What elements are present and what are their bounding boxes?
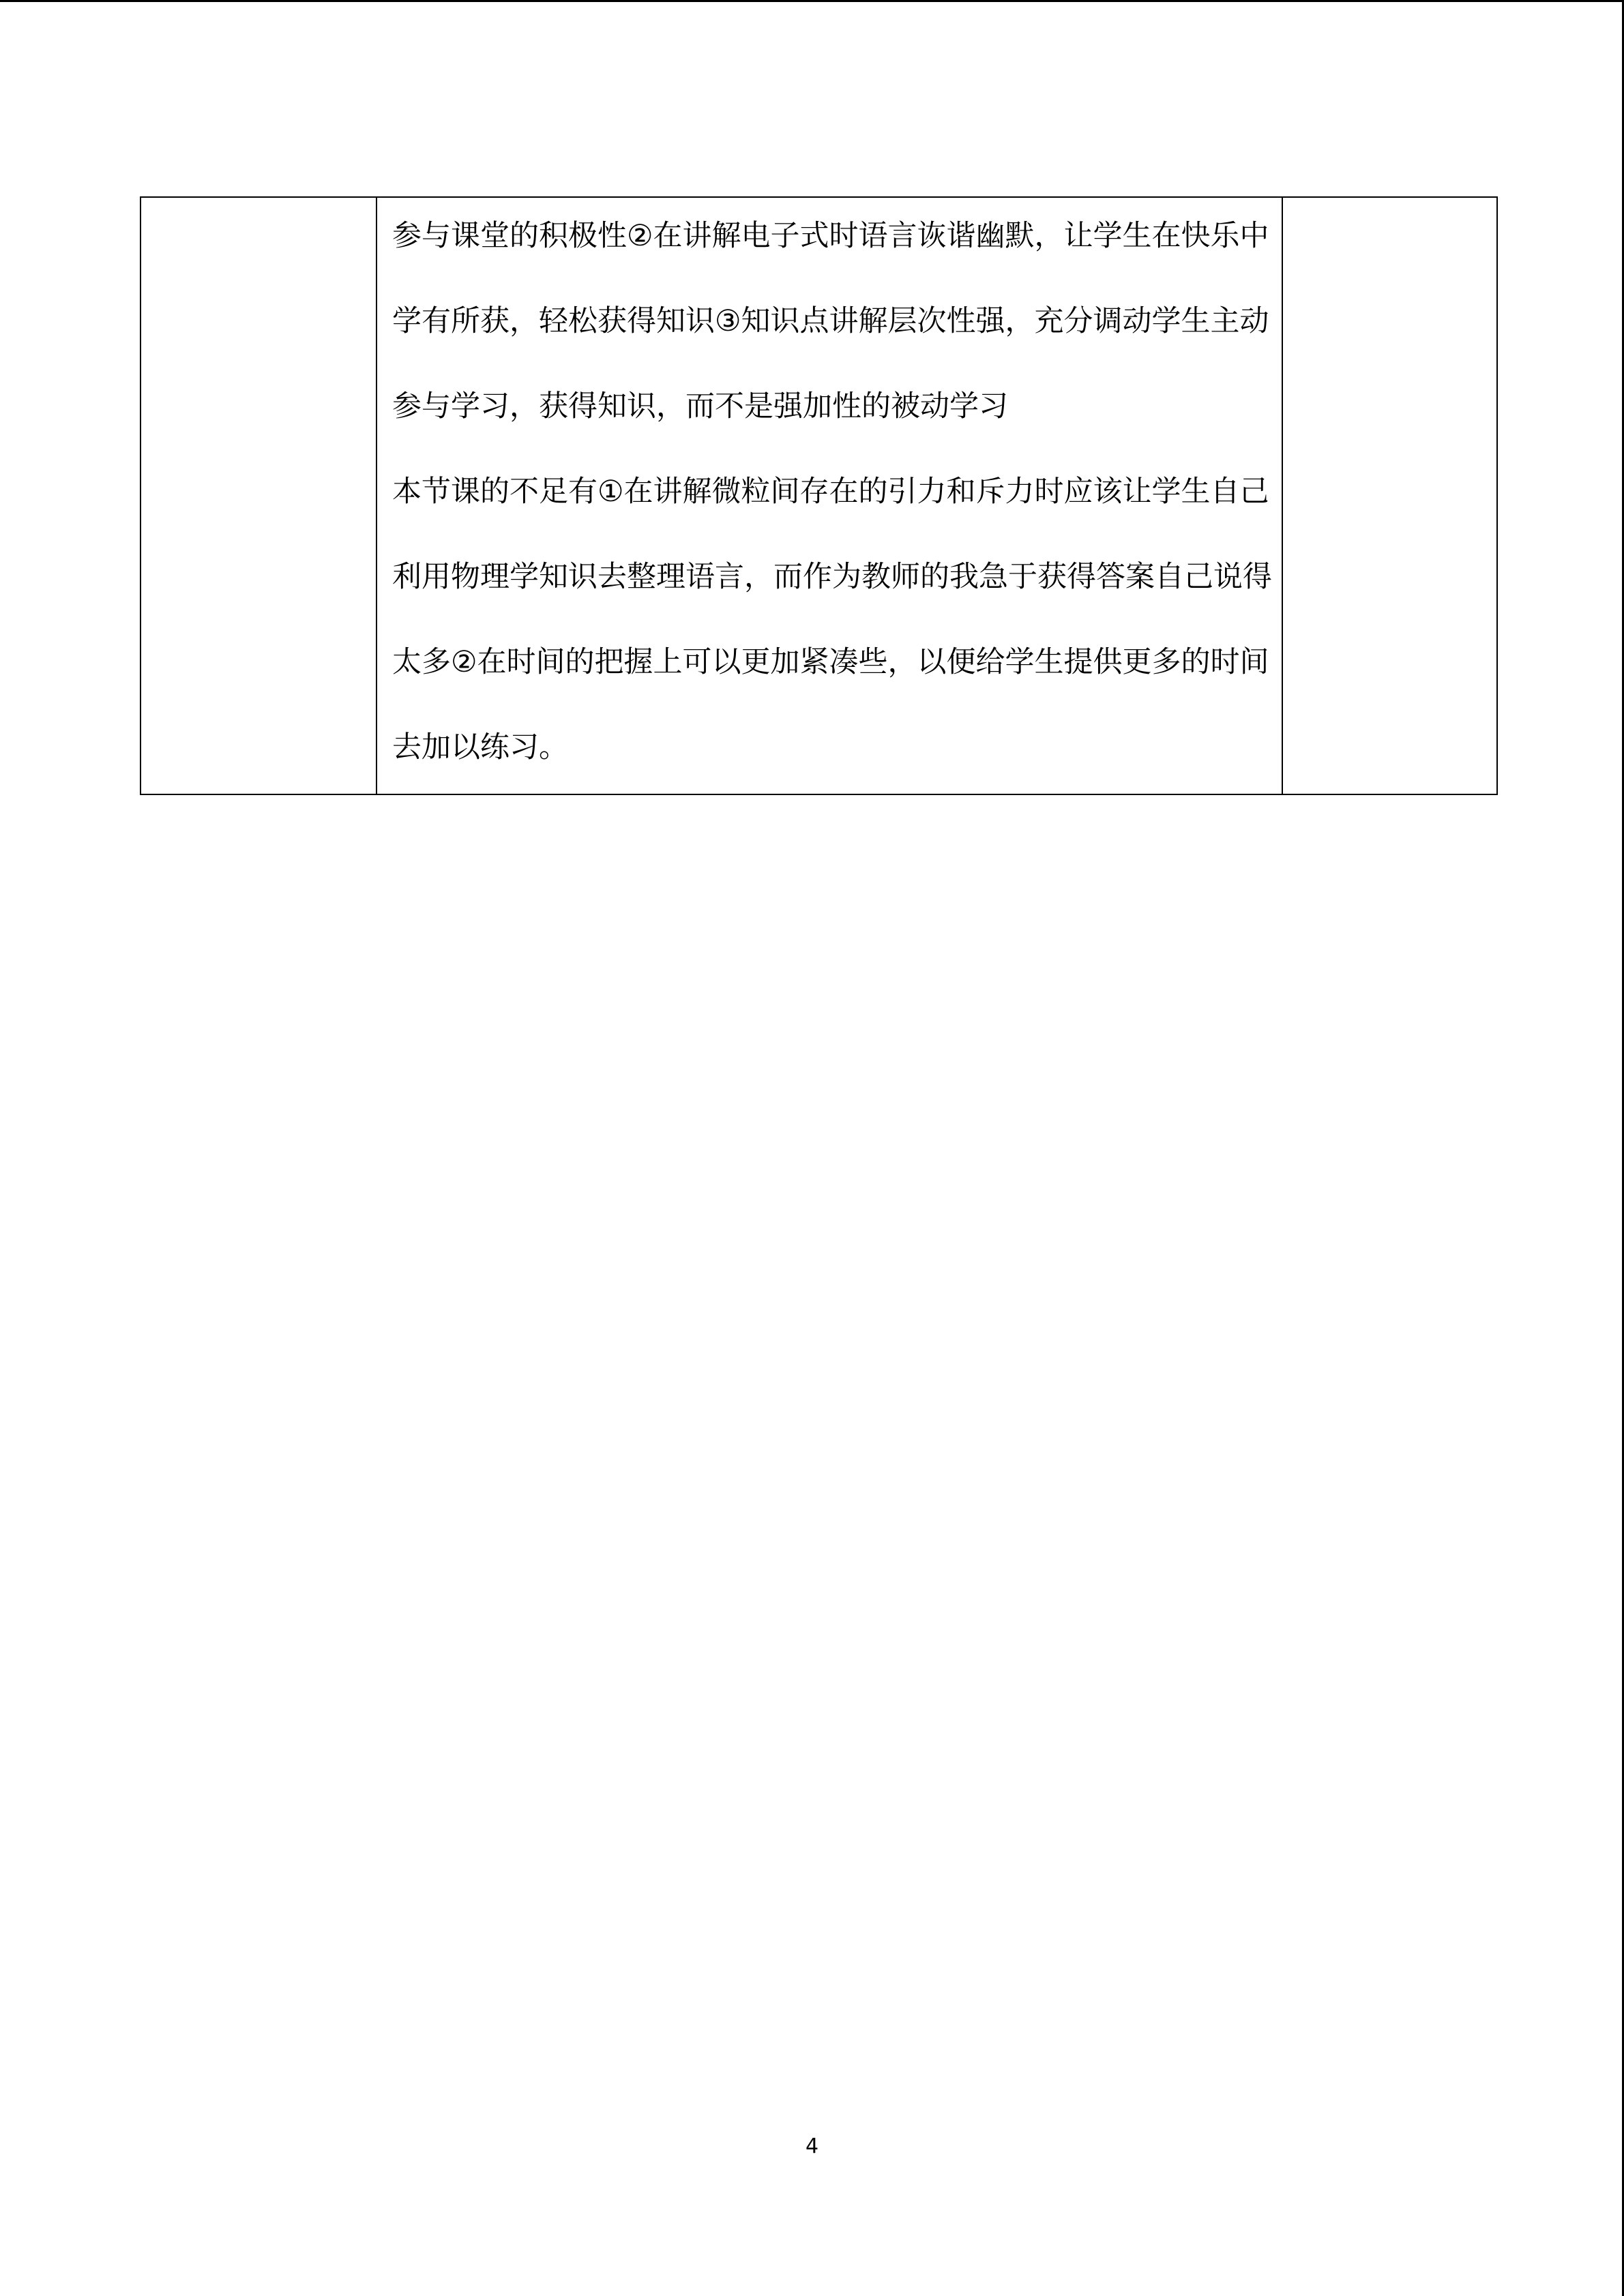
text-line: 利用物理学知识去整理语言，而作为教师的我急于获得答案自己说得 bbox=[392, 560, 1272, 594]
page-top-border bbox=[0, 0, 1624, 2]
table-cell-content bbox=[377, 198, 1283, 794]
paragraph-shortcomings bbox=[392, 474, 1272, 815]
page-number: 4 bbox=[805, 2134, 819, 2158]
text-line: 太多②在时间的把握上可以更加紧凑些，以便给学生提供更多的时间 bbox=[392, 645, 1269, 679]
text-line: 本节课的不足有①在讲解微粒间存在的引力和斥力时应该让学生自己 bbox=[392, 475, 1269, 509]
text-line: 学有所获，轻松获得知识③知识点讲解层次性强，充分调动学生主动 bbox=[392, 304, 1269, 338]
reflection-table bbox=[140, 196, 1498, 795]
text-line: 参与学习，获得知识，而不是强加性的被动学习 bbox=[392, 389, 1008, 423]
table-cell-notes bbox=[1283, 198, 1496, 794]
paragraph-strengths bbox=[392, 218, 1268, 474]
table-cell-label bbox=[141, 198, 377, 794]
text-line: 去加以练习。 bbox=[392, 730, 568, 764]
text-line: 参与课堂的积极性②在讲解电子式时语言诙谐幽默，让学生在快乐中 bbox=[392, 219, 1269, 253]
